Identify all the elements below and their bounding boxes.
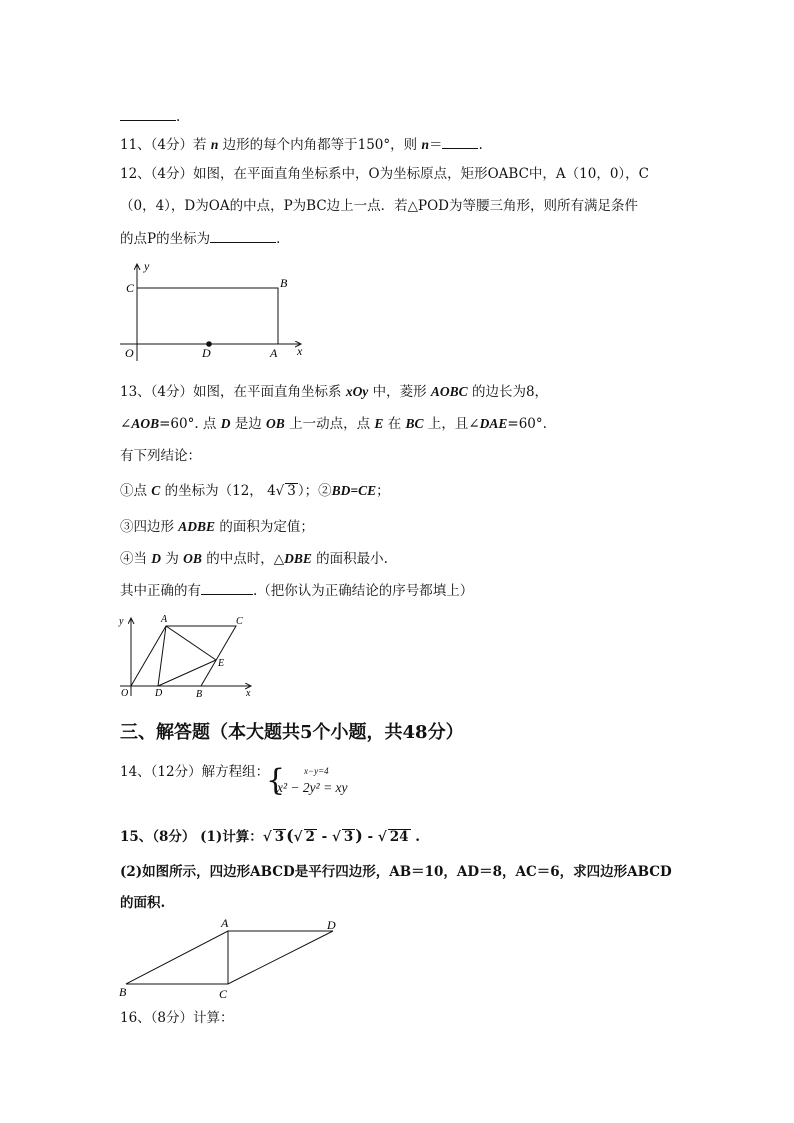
sqrt-sign: √ [262, 829, 272, 845]
question-15-line2: (2)如图所示，四边形ABCD是平行四边形，AB＝10，AD＝8，AC＝6，求四边形ABCD [120, 864, 672, 880]
q13-figure [115, 612, 265, 702]
label-c: C [236, 616, 243, 627]
sqrt-sign: √ [331, 829, 341, 845]
segment-ad [158, 626, 166, 686]
answer-blank [442, 134, 478, 149]
label-a: A [161, 614, 168, 625]
q12-figure [115, 256, 315, 366]
question-13-line2: ∠AOB=60°. 点 D 是边 OB 上一动点，点 E 在 BC 上，且∠DAE=60°. [120, 416, 547, 432]
sqrt-sign: √ [377, 829, 387, 845]
label-o: O [125, 346, 134, 360]
sqrt-radicand: 3 [287, 483, 296, 499]
sqrt-sign: √ [293, 829, 303, 845]
section-heading: 三、解答题（本大题共5个小题，共48分） [120, 722, 464, 743]
sqrt-sign: √ [275, 483, 285, 499]
question-13-line7: 其中正确的有 .（把你认为正确结论的序号都填上） [120, 580, 473, 601]
question-15-line3: 的面积. [120, 895, 166, 911]
answer-blank [120, 106, 176, 121]
question-13-line1: 13、（4分）如图，在平面直角坐标系 xOy 中，菱形 AOBC 的边长为8， [120, 384, 549, 400]
label-y: y [119, 616, 124, 627]
question-13-line4: ①点 C 的坐标为（12， 4√ 3 ）；②BD=CE； [120, 483, 390, 499]
equation-system [266, 763, 376, 800]
question-13-line6: ④当 D 为 OB 的中点时，△DBE 的面积最小. [120, 551, 388, 567]
rectangle-oabc [137, 288, 278, 344]
label-a: A [270, 346, 278, 360]
answer-blank [210, 228, 276, 243]
label-x: x [246, 688, 251, 699]
equation-1: x−y=4 [304, 766, 329, 776]
q15-figure [115, 914, 345, 1004]
system-brace: { [266, 763, 286, 798]
label-b: B [119, 985, 127, 999]
question-12-line1: 12、（4分）如图，在平面直角坐标系中，O为坐标原点，矩形OABC中，A（10，0），C [120, 166, 649, 182]
label-c: C [219, 987, 228, 1001]
question-14: 14、（12分）解方程组： [120, 764, 270, 780]
question-11: 11、（4分）若 n 边形的每个内角都等于150°，则 n＝ . [120, 134, 483, 155]
equation-2: x² − 2y² = xy [277, 780, 348, 795]
label-b: B [280, 276, 288, 290]
segment-de [158, 660, 216, 686]
label-d: D [327, 918, 336, 932]
segment-ae [166, 626, 216, 660]
blank-line: . [120, 106, 180, 127]
label-a: A [221, 916, 229, 930]
question-13-line5: ③四边形 ADBE 的面积为定值； [120, 519, 314, 535]
label-x: x [297, 344, 303, 358]
label-d: D [202, 346, 211, 360]
label-y: y [144, 259, 150, 273]
label-o: O [121, 688, 129, 699]
question-13-line3: 有下列结论： [120, 448, 201, 464]
parallelogram-abcd [126, 931, 333, 984]
label-c: C [126, 281, 135, 295]
question-15-line1: 15、（8分） (1)计算：√ 3 (√ 2 - √ 3 ) - √ 24 . [120, 826, 420, 845]
label-e: E [218, 658, 225, 669]
question-12-line3: 的点P的坐标为 ． [120, 228, 290, 249]
rhombus-aobc [131, 626, 236, 686]
label-d: D [155, 688, 163, 699]
question-12-line2: （0，4），D为OA的中点，P为BC边上一点．若△POD为等腰三角形，则所有满足条件 [120, 198, 639, 214]
label-b: B [196, 689, 203, 700]
question-16: 16、（8分）计算： [120, 1010, 234, 1026]
answer-blank [201, 580, 253, 595]
